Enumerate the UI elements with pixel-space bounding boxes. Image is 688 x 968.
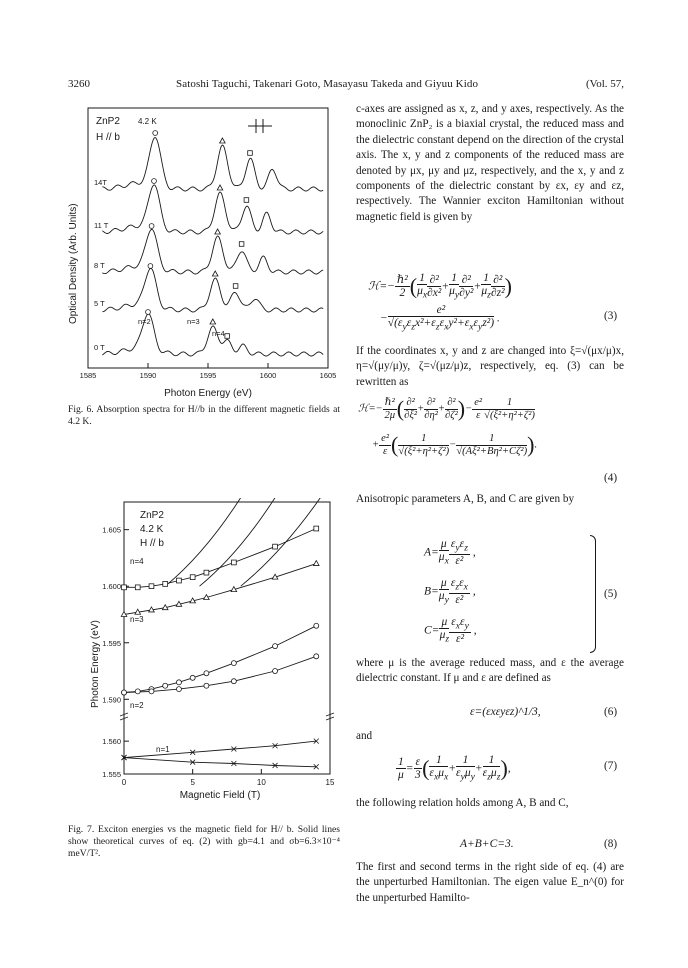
fig7-point-circle: [273, 669, 278, 674]
paragraph-6: The first and second terms in the right side of eq. (4) are the unperturbed Hamiltonian. The eigen value E_n^(0) for the unperturbed Hamilto-: [356, 861, 624, 904]
equation-3-number: (3): [604, 310, 618, 322]
paragraph-1: c-axes are assigned as x, z, and y axes, respectively. As the monoclinic ZnP₂ is a biaxial crystal, the reduced mass and the dielectric constant depend on the direction of the crystal axis. The x, y and z components of the reduced mass are denoted by μx, μy and μz, respectively, and the x, y and z components of the dielectric constant by εx, εy and εz, respectively. The Wannier exciton Hamiltonian without magnetic field is given by: [356, 103, 624, 223]
equation-3-coulomb: − $\frac{\text{e²}}{√(\varepsilon_y\varepsilon_zx^2+\varepsilon_z\varepsilon_xy^2+\varepsilon_x\varepsilon_yz^2)}$ .: [380, 304, 500, 333]
fig6-peak-marker-circle: [148, 264, 153, 269]
fig6-peak-marker-triangle: [220, 138, 226, 143]
fig7-y-tick-label: 1.555: [102, 770, 121, 779]
fig7-point-circle: [314, 654, 319, 659]
paragraph-2: If the coordinates x, y and z are changed into ξ=√(μx/μ)x, η=√(μy/μ)y, ζ=√(μz/μ)z, respectively, eq. (3) can be rewritten as: [356, 345, 624, 388]
equation-5-C: C= $\frac{\mu}{\mu_z}$ $\frac{\varepsilon_x\varepsilon_y}{\text{ε²}}$ ,: [424, 616, 477, 646]
fig7-theory-line: [124, 741, 316, 758]
fig7-x-tick-label: 15: [325, 778, 335, 787]
fig6-spectra: [102, 131, 323, 356]
fig7-xlabel: Magnetic Field (T): [179, 790, 261, 801]
fig6-x-tick-label: 1585: [79, 371, 97, 380]
fig7-high-n-curve: [241, 498, 342, 586]
equation-5-number: (5): [604, 588, 618, 600]
fig7-high-n-curve: [165, 498, 268, 586]
equation-5-B: B= $\frac{\mu}{\mu_y}$ $\frac{\varepsilon_z\varepsilon_x}{\text{ε²}}$ ,: [424, 577, 476, 607]
equation-7: $\frac{1}{\mu}$ = $\frac{\varepsilon}{3}$ ( $\frac{1}{\varepsilon_x\mu_x}$ + $\frac{1}{\varepsilon_y\mu_y}$ + $\frac{1}{\varepsilon_z\mu_z}$ ),: [397, 754, 511, 783]
fig7-point-square: [122, 585, 127, 590]
fig7-point-circle: [149, 689, 154, 694]
equation-8-number: (8): [604, 838, 618, 850]
fig6-peak-marker-triangle: [210, 319, 216, 324]
fig7-temperature: 4.2 K: [140, 524, 164, 535]
fig7-x-tick-label: 10: [256, 778, 266, 787]
fig7-label-n1: n=1: [156, 745, 170, 754]
equation-5-brace: [590, 535, 596, 653]
fig7-x-tick-label: 5: [190, 778, 195, 787]
fig7-point-circle: [231, 679, 236, 684]
fig7-ylabel: Photon Energy (eV): [90, 620, 101, 708]
fig7-point-square: [190, 575, 195, 580]
equation-5-A: A= $\frac{\mu}{\mu_x}$ $\frac{\varepsilon_y\varepsilon_z}{\text{ε²}}$ ,: [424, 538, 476, 568]
fig7-point-circle: [190, 675, 195, 680]
fig6-x-ticks: [80, 363, 337, 380]
fig7-data-points: [121, 526, 319, 769]
fig7-point-circle: [231, 661, 236, 666]
fig6-field-labels: [94, 178, 109, 352]
equation-4-number: (4): [604, 472, 618, 484]
equation-6-number: (6): [604, 706, 618, 718]
fig6-xlabel: Photon Energy (eV): [164, 388, 252, 399]
fig6-peak-marker-circle: [152, 179, 157, 184]
fig6-peak-marker-square: [233, 284, 238, 289]
running-header: [68, 78, 624, 94]
fig6-peak-marker-triangle: [217, 185, 223, 190]
fig7-theory-line: [124, 564, 316, 615]
resolution-bar-icon: [248, 119, 272, 133]
and-text: and: [356, 730, 373, 742]
fig7-material: ZnP2: [140, 510, 164, 521]
fig7-point-triangle: [313, 561, 319, 566]
page-number: 3260: [68, 78, 90, 90]
fig7-point-square: [314, 526, 319, 531]
fig6-temperature: 4.2 K: [138, 117, 157, 126]
figure-7-caption: Fig. 7. Exciton energies vs the magnetic field for H// b. Solid lines show theoretical curves of eq. (2) with gb=4.1 and σb=6.3×10⁻⁴ meV/T².: [68, 824, 340, 859]
fig6-spectrum-line: [102, 185, 323, 234]
figure-7-chart: [60, 498, 342, 818]
fig7-x-ticks: [122, 769, 335, 787]
fig7-theory-line: [124, 626, 316, 693]
author-line: Satoshi Taguchi, Takenari Goto, Masayasu Takeda and Giyuu Kido: [176, 78, 479, 90]
fig6-x-tick-label: 1590: [139, 371, 157, 380]
fig6-material: ZnP2: [96, 116, 120, 127]
figure-6-chart: [60, 104, 340, 404]
fig7-x-tick-label: 0: [121, 778, 127, 787]
fig7-point-circle: [204, 671, 209, 676]
figure-6-caption: Fig. 6. Absorption spectra for H//b in the different magnetic fields at 4.2 K.: [68, 404, 340, 427]
fig7-point-square: [163, 582, 168, 587]
fig7-point-circle: [204, 683, 209, 688]
fig6-peak-marker-triangle: [212, 271, 218, 276]
fig6-peak-n4: n=4: [212, 329, 225, 338]
fig7-point-circle: [314, 623, 319, 628]
equation-3: ℋ=− $\frac{\text{ℏ²}}{2}$ ( $\frac{1}{\mu_x}$ $\frac{\text{∂²}}{\text{∂x²}}$ + $\frac{1}{\mu_y}$ $\frac{\text{∂²}}{\text{∂y²}}$ + $\frac{1}{\mu_z}$ $\frac{\text{∂²}}{\text{∂z²}}$ ): [368, 272, 512, 301]
fig7-y-tick-label: 1.590: [102, 695, 121, 705]
fig6-field-label: 0 T: [94, 343, 105, 352]
figure-6-frame: [88, 108, 328, 368]
equation-7-number: (7): [604, 760, 618, 772]
fig7-label-n3: n=3: [130, 615, 144, 624]
fig7-point-circle: [135, 689, 140, 694]
fig6-peak-n2: n=2: [138, 317, 151, 326]
equation-4: ℋ=− $\frac{\text{ℏ²}}{2\mu}$ ( $\frac{\text{∂²}}{\text{∂ξ²}}$ + $\frac{\text{∂²}}{\text{∂η²}}$ + $\frac{\text{∂²}}{\text{∂ζ²}}$ )− $\frac{\text{e²}}{\varepsilon}$ $\frac{1}{\text{√(ξ²+η²+ζ²)}}$: [358, 396, 535, 421]
fig6-peak-n3: n=3: [187, 317, 200, 326]
fig7-y-tick-label: 1.605: [102, 525, 121, 535]
fig6-x-tick-label: 1605: [319, 371, 337, 380]
fig7-point-circle: [273, 644, 278, 649]
fig6-peak-marker-square: [225, 334, 230, 339]
paragraph-4: where μ is the average reduced mass, and ε the average dielectric constant. If μ and ε are defined as: [356, 657, 624, 685]
paragraph-3: Anisotropic parameters A, B, and C are given by: [356, 493, 575, 505]
fig7-theory-line: [124, 758, 316, 767]
fig7-point-square: [177, 578, 182, 583]
fig7-point-square: [204, 570, 209, 575]
volume-label: (Vol. 57,: [586, 78, 624, 90]
fig6-field-label: 5 T: [94, 299, 105, 308]
fig7-point-square: [273, 544, 278, 549]
fig7-orientation: H // b: [140, 538, 164, 549]
fig7-point-circle: [122, 690, 127, 695]
fig7-point-square: [231, 560, 236, 565]
fig6-ylabel: Optical Density (Arb. Units): [68, 203, 79, 324]
fig7-y-ticks: [102, 526, 129, 779]
equation-6: ε=(εxεyεz)^1/3,: [470, 706, 541, 718]
fig7-y-tick-label: 1.600: [102, 582, 121, 592]
fig6-peak-marker-square: [244, 198, 249, 203]
fig6-x-tick-label: 1595: [199, 371, 217, 380]
fig6-spectrum-line: [102, 138, 323, 191]
fig7-point-circle: [176, 687, 181, 692]
equation-8: A+B+C=3.: [460, 838, 514, 850]
fig6-peak-marker-circle: [149, 224, 154, 229]
fig7-y-tick-label: 1.560: [102, 737, 121, 747]
fig6-peak-marker-square: [248, 151, 253, 156]
fig6-peak-marker-circle: [146, 310, 151, 315]
fig6-field-label: 14T: [94, 178, 107, 187]
fig7-label-n2: n=2: [130, 701, 144, 710]
fig7-point-square: [149, 584, 154, 589]
fig6-field-label: 8 T: [94, 261, 105, 270]
fig6-x-tick-label: 1600: [259, 371, 277, 380]
fig6-orientation: H // b: [96, 132, 120, 143]
axis-break-icon: [120, 713, 334, 720]
fig6-peak-marker-square: [239, 242, 244, 247]
fig7-point-square: [135, 585, 140, 590]
fig7-point-circle: [176, 680, 181, 685]
fig6-peak-marker-circle: [153, 131, 158, 136]
fig7-y-tick-label: 1.595: [102, 638, 121, 648]
fig7-point-circle: [163, 683, 168, 688]
fig6-spectrum-line: [102, 229, 323, 274]
paragraph-5: the following relation holds among A, B and C,: [356, 797, 569, 809]
fig7-label-n4: n=4: [130, 557, 144, 566]
fig6-field-label: 11 T: [94, 221, 109, 230]
fig6-peak-marker-triangle: [215, 229, 221, 234]
equation-4-correction: + $\frac{\text{e²}}{\varepsilon}$ ( $\frac{1}{\text{√(ξ²+η²+ζ²)}}$ − $\frac{1}{\text{√(Aξ²+Bη²+Cζ²)}}$ ).: [372, 432, 538, 457]
